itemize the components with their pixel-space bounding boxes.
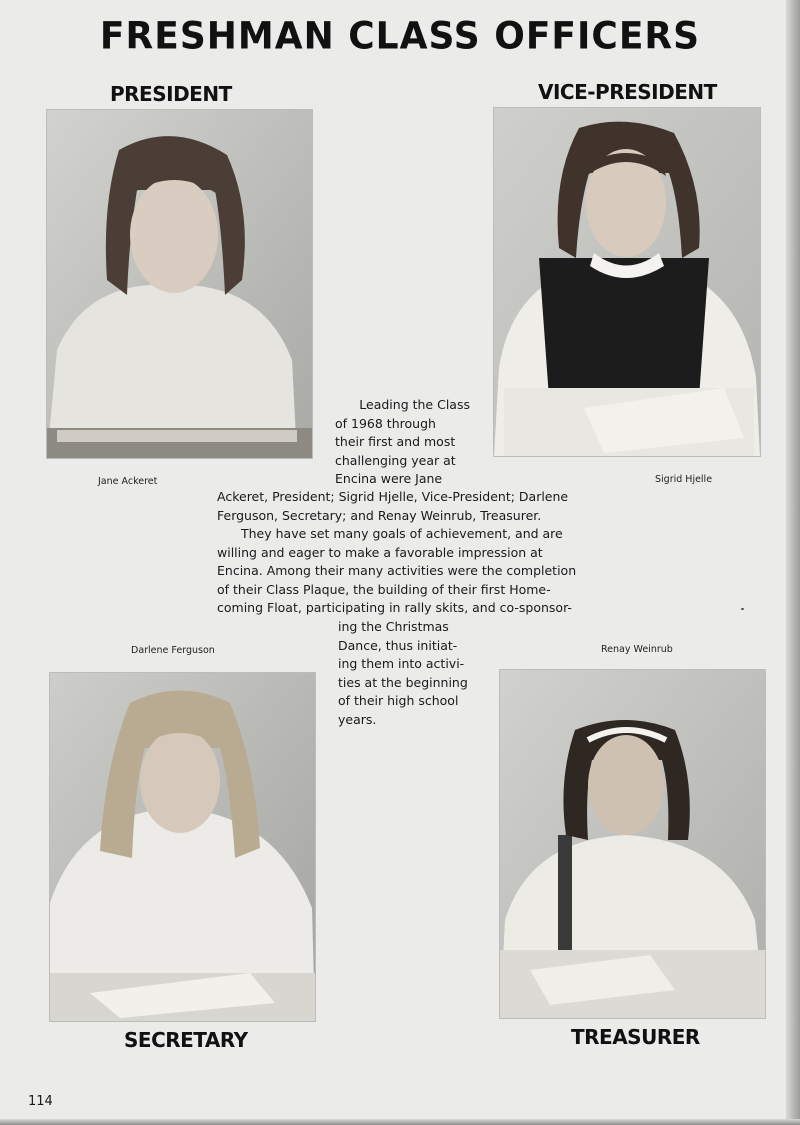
body-column-bottom xyxy=(338,618,473,729)
office-label-vice-president: VICE-PRESIDENT xyxy=(538,80,717,104)
caption-treasurer: Renay Weinrub xyxy=(601,644,673,655)
body-line: Encina were Jane xyxy=(335,471,443,486)
body-line: ties at the beginning xyxy=(338,674,468,690)
office-label-secretary: SECRETARY xyxy=(124,1028,248,1052)
treasurer-photo xyxy=(500,670,765,1018)
body-line: They have set many goals of achievement, and are xyxy=(241,526,563,541)
body-line: Leading the Class xyxy=(359,397,470,412)
scan-bottom-edge xyxy=(0,1119,800,1125)
scan-edge xyxy=(786,0,800,1125)
body-column-wide xyxy=(217,488,577,618)
secretary-photo xyxy=(50,673,315,1021)
body-line: ing the Christmas xyxy=(338,619,449,634)
body-line: Ferguson, Secretary; and Renay Weinrub, Treasurer. xyxy=(217,507,542,523)
page-title: FRESHMAN CLASS OFFICERS xyxy=(99,14,701,59)
office-label-president: PRESIDENT xyxy=(110,82,232,106)
body-line: Encina. Among their many activities were the completion xyxy=(217,563,577,578)
body-line: Dance, thus initiat- xyxy=(338,637,458,653)
caption-vice-president: Sigrid Hjelle xyxy=(655,474,713,485)
caption-secretary: Darlene Ferguson xyxy=(131,645,215,656)
body-line: coming Float, participating in rally skits, and co-sponsor- xyxy=(217,600,572,615)
body-line: of 1968 through xyxy=(335,415,436,431)
body-line: Ackeret, President; Sigrid Hjelle, Vice-President; Darlene xyxy=(217,489,569,504)
body-line: years. xyxy=(338,711,377,727)
body-line: of their high school xyxy=(338,693,459,708)
president-photo xyxy=(47,110,312,458)
body-line: willing and eager to make a favorable impression at xyxy=(217,544,543,560)
body-line: ing them into activi- xyxy=(338,656,465,671)
body-line: of their Class Plaque, the building of their first Home- xyxy=(217,581,551,597)
scan-speck xyxy=(741,608,744,610)
caption-president: Jane Ackeret xyxy=(98,476,158,487)
office-label-treasurer: TREASURER xyxy=(571,1025,700,1049)
body-line: challenging year at xyxy=(335,452,456,468)
body-column-top xyxy=(335,396,470,489)
vice-president-photo xyxy=(494,108,760,456)
body-line: their first and most xyxy=(335,434,456,449)
page-number: 114 xyxy=(28,1094,53,1109)
